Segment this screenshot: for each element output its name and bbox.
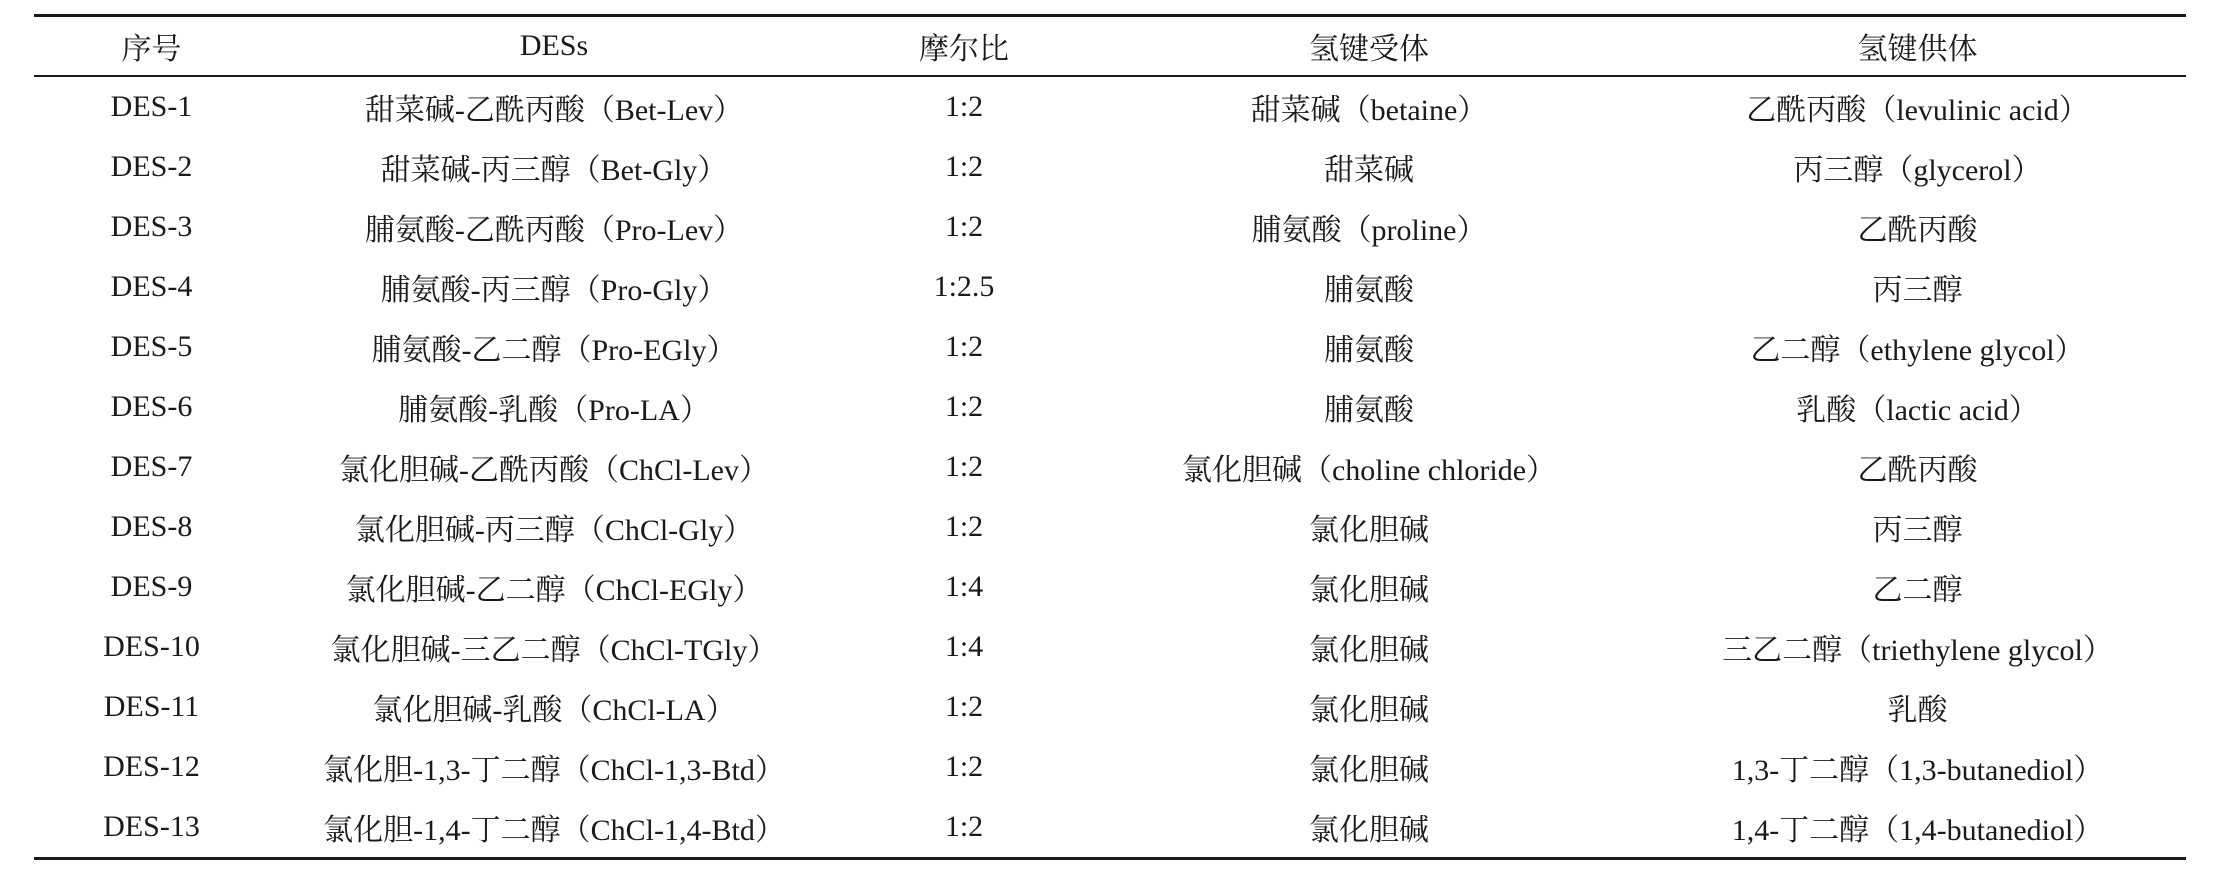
cell-molar-ratio: 1:4 (944, 630, 984, 663)
cell-index: DES-10 (103, 630, 200, 663)
cell-molar-ratio: 1:2 (944, 510, 984, 543)
cell-des-name: 甜菜碱-乙酰丙酸（Bet-Lev） (364, 94, 744, 127)
table-row (34, 677, 2186, 737)
cell-molar-ratio: 1:2 (944, 690, 984, 723)
des-table (34, 14, 2186, 860)
cell-hbond-acceptor: 脯氨酸 (1324, 274, 1414, 307)
cell-hbond-acceptor: 甜菜碱 (1324, 154, 1414, 187)
cell-des-name: 氯化胆碱-乙酰丙酸（ChCl-Lev） (339, 454, 769, 487)
cell-index: DES-13 (34, 797, 269, 859)
table-row (34, 797, 2186, 859)
cell-index: DES-5 (110, 330, 193, 363)
table-row (34, 557, 2186, 617)
cell-index: DES-9 (110, 570, 193, 603)
cell-molar-ratio: 1:2 (944, 150, 984, 183)
header-hbond-acceptor: 氢键受体 (1089, 16, 1649, 77)
table-row (34, 737, 2186, 797)
table-row (34, 497, 2186, 557)
cell-molar-ratio: 1:2 (944, 450, 984, 483)
table-row (34, 617, 2186, 677)
cell-hbond-acceptor: 氯化胆碱 (1309, 574, 1429, 607)
cell-molar-ratio: 1:2 (944, 330, 984, 363)
cell-hbond-donor: 乙酰丙酸（levulinic acid） (1746, 94, 2089, 127)
table-row (34, 437, 2186, 497)
cell-hbond-acceptor: 氯化胆碱 (1089, 797, 1649, 859)
cell-index: DES-11 (103, 690, 200, 723)
cell-molar-ratio: 1:2 (944, 210, 984, 243)
header-index: 序号 (34, 16, 269, 77)
cell-hbond-acceptor: 甜菜碱（betaine） (1250, 94, 1488, 127)
cell-hbond-acceptor: 脯氨酸（proline） (1251, 214, 1487, 247)
cell-hbond-donor: 乙酰丙酸 (1857, 214, 1978, 247)
cell-molar-ratio: 1:4 (944, 570, 984, 603)
cell-hbond-acceptor: 氯化胆碱 (1309, 514, 1429, 547)
cell-hbond-donor: 乳酸 (1887, 694, 1948, 727)
header-hbond-donor: 氢键供体 (1649, 16, 2186, 77)
table-row (34, 317, 2186, 377)
table-body (34, 76, 2186, 859)
cell-hbond-acceptor: 脯氨酸 (1324, 334, 1414, 367)
cell-index: DES-12 (103, 750, 200, 783)
cell-hbond-donor: 乙二醇 (1872, 574, 1963, 607)
cell-hbond-donor: 1,4-丁二醇（1,4-butanediol） (1649, 797, 2186, 859)
cell-hbond-donor: 丙三醇 (1872, 514, 1963, 547)
cell-index: DES-4 (110, 270, 193, 303)
cell-molar-ratio: 1:2 (944, 750, 984, 783)
cell-des-name: 氯化胆-1,4-丁二醇（ChCl-1,4-Btd） (269, 797, 839, 859)
cell-hbond-donor: 三乙二醇（triethylene glycol） (1722, 634, 2113, 667)
cell-molar-ratio: 1:2 (944, 390, 984, 423)
cell-des-name: 氯化胆碱-乳酸（ChCl-LA） (372, 694, 736, 727)
header-molar-ratio: 摩尔比 (839, 16, 1089, 77)
cell-hbond-donor: 乙酰丙酸 (1857, 454, 1978, 487)
cell-index: DES-1 (110, 90, 193, 123)
cell-hbond-acceptor: 氯化胆碱 (1309, 754, 1429, 787)
cell-molar-ratio: 1:2 (839, 797, 1089, 859)
table-row (34, 137, 2186, 197)
cell-hbond-donor: 乙二醇（ethylene glycol） (1750, 334, 2085, 367)
cell-des-name: 氯化胆碱-丙三醇（ChCl-Gly） (354, 514, 754, 547)
cell-des-name: 脯氨酸-乳酸（Pro-LA） (398, 394, 710, 427)
cell-des-name: 甜菜碱-丙三醇（Bet-Gly） (380, 154, 728, 187)
table-row (34, 76, 2186, 137)
table-row (34, 197, 2186, 257)
cell-hbond-acceptor: 氯化胆碱（choline chloride） (1181, 454, 1557, 487)
table-row (34, 377, 2186, 437)
cell-hbond-donor: 乳酸（lactic acid） (1796, 394, 2039, 427)
table-row (34, 257, 2186, 317)
cell-molar-ratio: 1:2 (944, 90, 984, 123)
header-des: DESs (269, 16, 839, 77)
cell-des-name: 脯氨酸-乙二醇（Pro-EGly） (371, 334, 737, 367)
cell-hbond-donor: 1,3-丁二醇（1,3-butanediol） (1731, 754, 2104, 787)
header-row (34, 16, 2186, 77)
cell-hbond-acceptor: 脯氨酸 (1324, 394, 1414, 427)
cell-molar-ratio: 1:2.5 (933, 270, 995, 303)
cell-des-name: 氯化胆碱-三乙二醇（ChCl-TGly） (330, 634, 778, 667)
des-table-container (34, 14, 2186, 860)
cell-des-name: 氯化胆-1,3-丁二醇（ChCl-1,3-Btd） (323, 754, 785, 787)
cell-des-name: 脯氨酸-丙三醇（Pro-Gly） (380, 274, 728, 307)
cell-hbond-donor: 丙三醇（glycerol） (1793, 154, 2042, 187)
cell-des-name: 脯氨酸-乙酰丙酸（Pro-Lev） (364, 214, 744, 247)
cell-index: DES-8 (110, 510, 193, 543)
cell-index: DES-6 (110, 390, 193, 423)
table-header (34, 16, 2186, 77)
cell-hbond-acceptor: 氯化胆碱 (1309, 634, 1429, 667)
cell-index: DES-2 (110, 150, 193, 183)
cell-index: DES-7 (110, 450, 193, 483)
cell-hbond-acceptor: 氯化胆碱 (1309, 694, 1429, 727)
cell-hbond-donor: 丙三醇 (1872, 274, 1963, 307)
cell-des-name: 氯化胆碱-乙二醇（ChCl-EGly） (345, 574, 763, 607)
cell-index: DES-3 (110, 210, 193, 243)
